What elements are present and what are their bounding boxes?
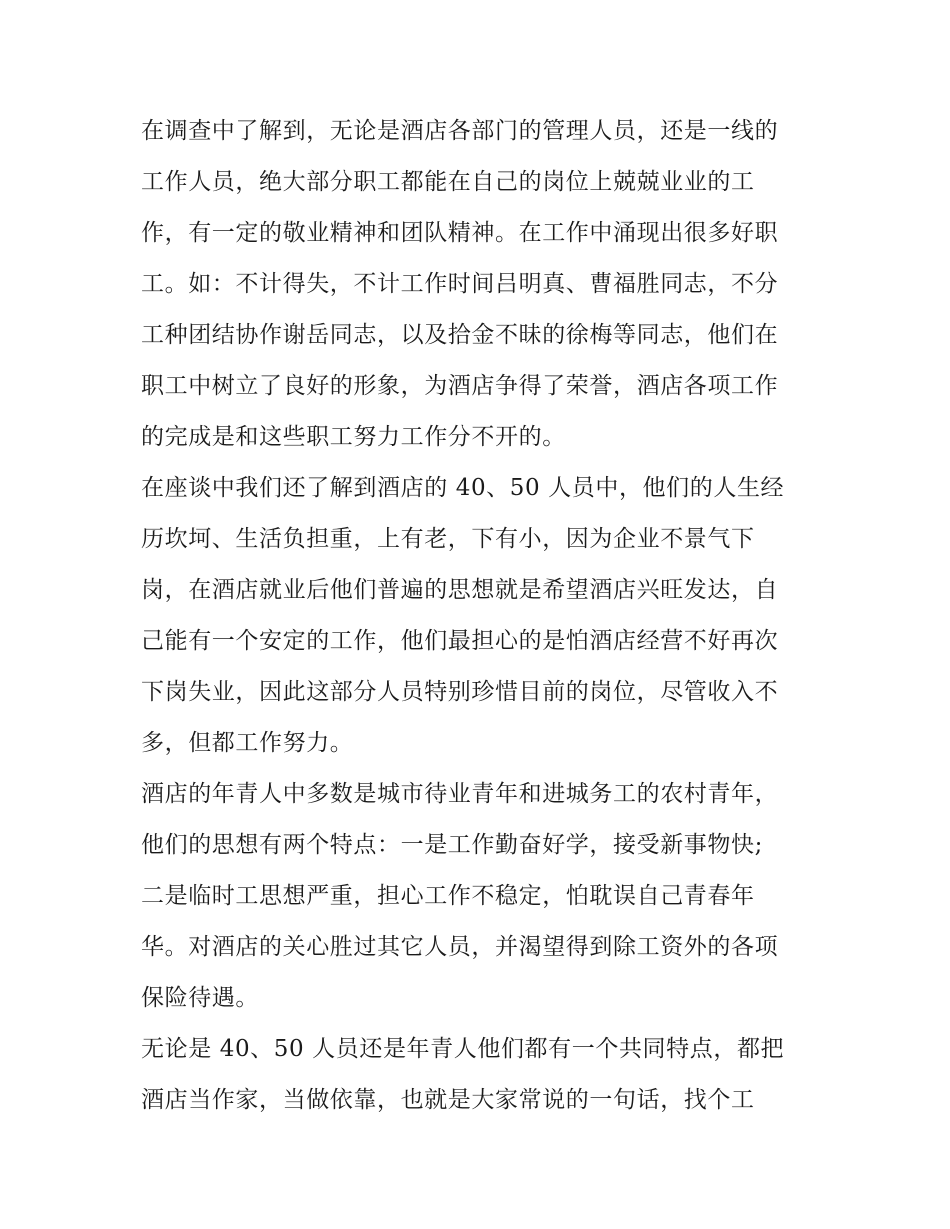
text-line: 历坎坷、生活负担重，上有老，下有小，因为企业不景气下	[141, 526, 755, 552]
text-line: 工种团结协作谢岳同志，以及拾金不昧的徐梅等同志，他们在	[141, 322, 779, 348]
text-line: 工。如：不计得失，不计工作时间吕明真、曹福胜同志，不分	[141, 271, 779, 297]
text-line: 他们的思想有两个特点：一是工作勤奋好学，接受新事物快;	[141, 832, 763, 858]
paragraph-3	[141, 769, 821, 1024]
text-line: 己能有一个安定的工作，他们最担心的是怕酒店经营不好再次	[141, 628, 779, 654]
text-line: 工作人员，绝大部分职工都能在自己的岗位上兢兢业业的工	[141, 169, 755, 195]
text-line: 二是临时工思想严重，担心工作不稳定，怕耽误自己青春年	[141, 883, 755, 909]
text-line: 多，但都工作努力。	[141, 730, 354, 756]
text-line: 职工中树立了良好的形象，为酒店争得了荣誉，酒店各项工作	[141, 373, 779, 399]
body-text	[141, 106, 821, 1126]
text-line: 的完成是和这些职工努力工作分不开的。	[141, 424, 566, 450]
paragraph-4	[141, 1024, 821, 1126]
text-line: 下岗失业，因此这部分人员特别珍惜目前的岗位，尽管收入不	[141, 679, 779, 705]
text-line: 在调查中了解到，无论是酒店各部门的管理人员，还是一线的	[141, 118, 779, 144]
text-line: 岗，在酒店就业后他们普遍的思想就是希望酒店兴旺发达，自	[141, 577, 779, 603]
paragraph-2	[141, 463, 821, 769]
text-line: 华。对酒店的关心胜过其它人员，并渴望得到除工资外的各项	[141, 934, 779, 960]
text-line: 酒店当作家，当做依靠，也就是大家常说的一句话，找个工	[141, 1087, 755, 1113]
text-line: 在座谈中我们还了解到酒店的 40、50 人员中，他们的人生经	[141, 475, 785, 501]
text-line: 保险待遇。	[141, 985, 259, 1011]
text-line: 无论是 40、50 人员还是年青人他们都有一个共同特点，都把	[141, 1036, 785, 1062]
text-line: 酒店的年青人中多数是城市待业青年和进城务工的农村青年，	[141, 781, 779, 807]
text-line: 作，有一定的敬业精神和团队精神。在工作中涌现出很多好职	[141, 220, 779, 246]
paragraph-1	[141, 106, 821, 463]
